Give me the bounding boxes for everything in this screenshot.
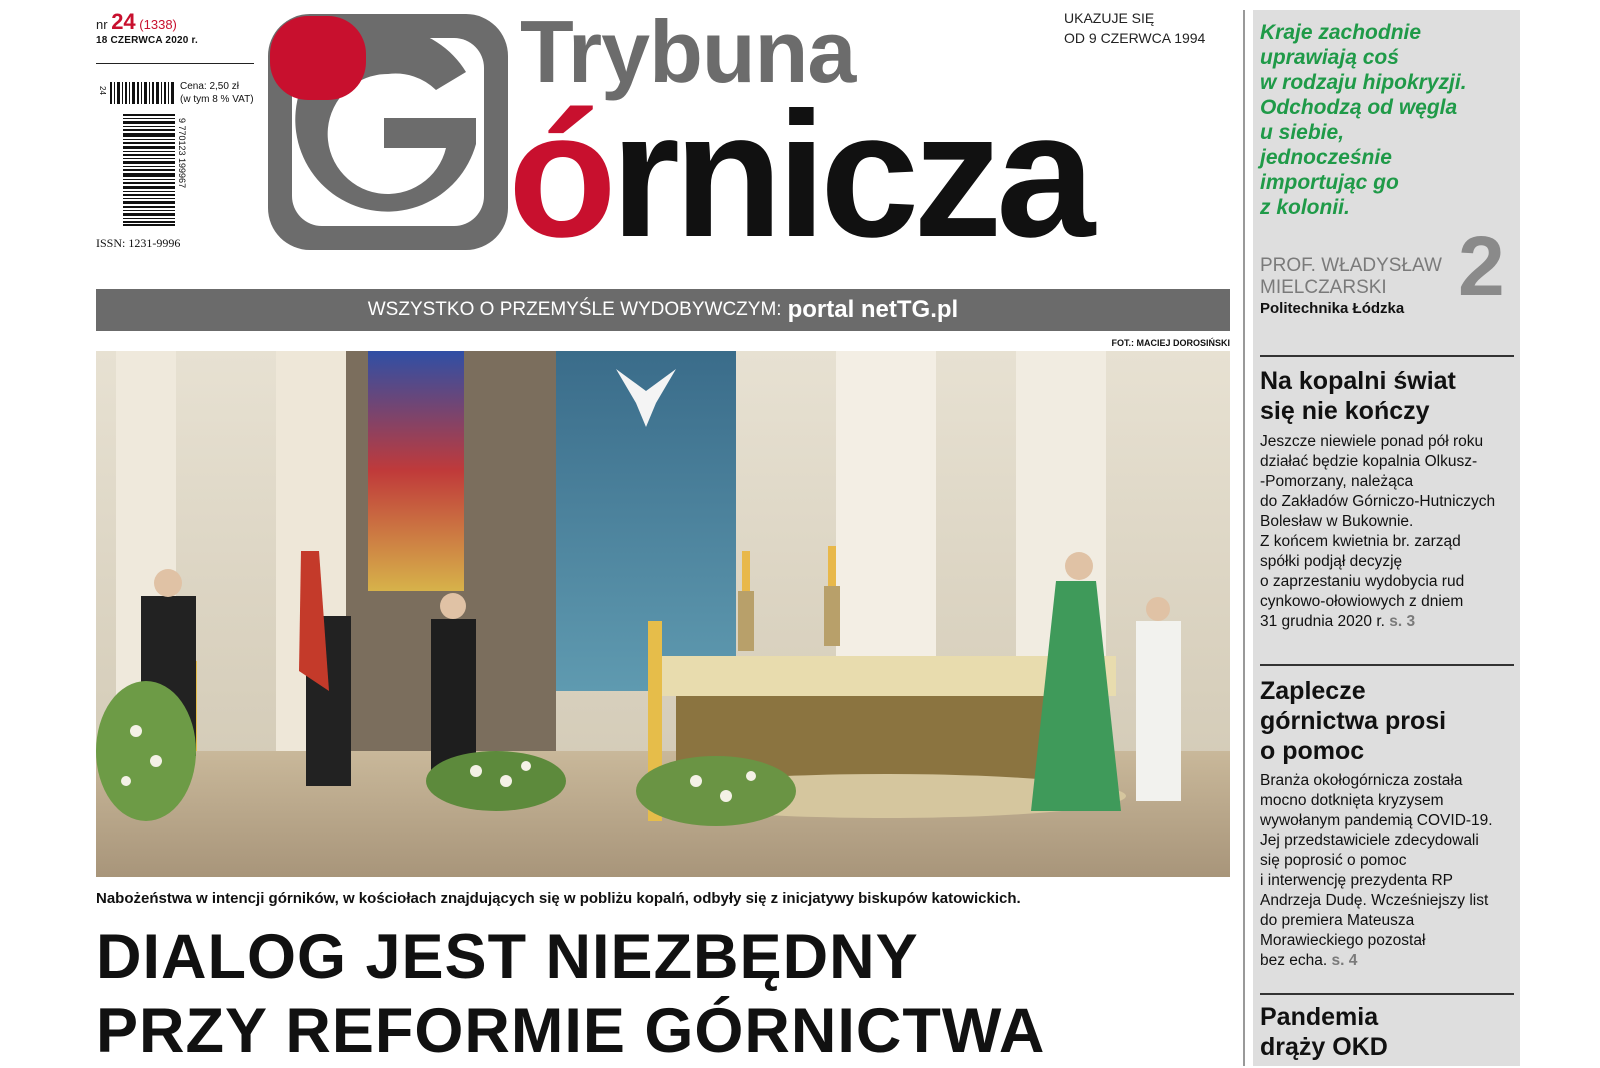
article-title-line: o pomoc: [1260, 737, 1365, 765]
price: Cena: 2,50 zł: [180, 81, 239, 92]
article-title[interactable]: [1260, 1002, 1518, 1062]
author-line1: PROF. WŁADYSŁAW: [1260, 255, 1442, 276]
issue-info: [96, 9, 256, 46]
quote-line: Odchodzą od węgla: [1260, 96, 1458, 119]
banner-text: WSZYSTKO O PRZEMYŚLE WYDOBYWCZYM:: [367, 299, 782, 320]
quote-line: u siebie,: [1260, 121, 1345, 144]
vat-note: (w tym 8 % VAT): [180, 94, 254, 105]
article-body-line: do Zakładów Górniczo-Hutniczych: [1260, 493, 1496, 510]
since-line2: OD 9 CZERWCA 1994: [1064, 30, 1206, 46]
column-separator: [1243, 10, 1245, 1066]
photo-caption: Nabożeństwa w intencji górników, w kościołach znajdujących się w pobliżu kopalń, odbyły się z inicjatywy biskupów katowickich.: [96, 890, 1021, 907]
article-page-ref[interactable]: s. 4: [1331, 952, 1358, 969]
quote-line: z kolonii.: [1260, 196, 1350, 219]
article-body: [1260, 771, 1518, 971]
barcode-small: [110, 82, 176, 104]
quote-line: uprawiają coś: [1260, 46, 1399, 69]
barcode-digits-wrap: [176, 118, 188, 222]
article-body-line: cynkowo-ołowiowych z dniem: [1260, 593, 1464, 610]
issue-number: 24: [111, 9, 136, 34]
article-title-line: się nie kończy: [1260, 397, 1430, 425]
quote-line: importując go: [1260, 171, 1399, 194]
article-page-ref[interactable]: s. 3: [1389, 613, 1416, 630]
article-body-line: Andrzeja Dudę. Wcześniejszy list: [1260, 892, 1489, 909]
cover-photo: [96, 351, 1230, 877]
quote-line: w rodzaju hipokryzji.: [1260, 71, 1467, 94]
photo-credit: FOT.: MACIEJ DOROSIŃSKI: [1111, 338, 1230, 348]
barcode-digits: 9 770123 199967: [177, 118, 187, 189]
barcode-main: [123, 114, 175, 226]
article-title-line: Na kopalni świat: [1260, 367, 1456, 395]
article-body-line: Bolesław w Bukownie.: [1260, 513, 1414, 530]
article-body-line: Morawieckiego pozostał: [1260, 932, 1426, 949]
article-title-line: drąży OKD: [1260, 1033, 1388, 1061]
main-headline[interactable]: [96, 920, 1236, 1068]
headline-line1: DIALOG JEST NIEZBĘDNY: [96, 922, 919, 992]
article-body-line: 31 grudnia 2020 r.: [1260, 613, 1385, 630]
portal-banner[interactable]: [96, 289, 1230, 331]
price-box: [180, 80, 254, 106]
article-body-line: -Pomorzany, należąca: [1260, 473, 1414, 490]
quote-line: jednocześnie: [1260, 146, 1392, 169]
author-line2: MIELCZARSKI: [1260, 277, 1387, 298]
barcode-small-digits: 24: [97, 86, 107, 95]
logo-rest: rnicza: [610, 75, 1090, 274]
article-body-line: Jeszcze niewiele ponad pół roku: [1260, 433, 1484, 450]
article-title-line: górnictwa prosi: [1260, 707, 1447, 735]
article-body-line: do premiera Mateusza: [1260, 912, 1415, 929]
article-body-line: Jej przedstawiciele zdecydowali: [1260, 832, 1479, 849]
logo-g-emblem: [268, 14, 508, 250]
article-body-line: mocno dotknięta kryzysem: [1260, 792, 1444, 809]
article-title-line: Zaplecze: [1260, 677, 1366, 705]
logo-o-accent: ó: [508, 75, 611, 274]
article-body-line: Branża okołogórnicza została: [1260, 772, 1463, 789]
sidebar-rule: [1260, 355, 1514, 357]
author-affiliation: Politechnika Łódzka: [1260, 300, 1405, 317]
article-body-line: bez echa.: [1260, 952, 1328, 969]
article-body-line: wywołanym pandemią COVID-19.: [1260, 812, 1493, 829]
portal-link[interactable]: portal netTG.pl: [787, 296, 959, 323]
article-body-line: Z końcem kwietnia br. zarząd: [1260, 533, 1461, 550]
article-body-line: się poprosić o pomoc: [1260, 852, 1407, 869]
issue-date: 18 CZERWCA 2020 r.: [96, 35, 198, 46]
since-note: [1064, 8, 1205, 48]
issue-divider: [96, 63, 254, 64]
issue-prefix: nr: [96, 17, 108, 32]
article-body-line: o zaprzestaniu wydobycia rud: [1260, 573, 1465, 590]
quote-line: Kraje zachodnie: [1260, 21, 1422, 44]
issue-number-line: [96, 9, 256, 35]
article-body: [1260, 432, 1518, 632]
article-body-line: i interwencję prezydenta RP: [1260, 872, 1453, 889]
article-title[interactable]: [1260, 366, 1518, 426]
sidebar-quote: [1260, 20, 1518, 220]
issue-total: (1338): [139, 17, 177, 32]
headline-line2: PRZY REFORMIE GÓRNICTWA: [96, 996, 1046, 1066]
quote-page-ref[interactable]: 2: [1458, 219, 1505, 313]
sidebar-rule: [1260, 993, 1514, 995]
logo-trybuna: Trybuna: [520, 2, 856, 101]
since-line1: UKAZUJE SIĘ: [1064, 10, 1155, 26]
article-title-line: Pandemia: [1260, 1003, 1379, 1031]
logo-gornicza: [508, 75, 1090, 274]
issn: ISSN: 1231-9996: [96, 236, 181, 250]
article-title[interactable]: [1260, 676, 1518, 766]
sidebar-rule: [1260, 664, 1514, 666]
article-body-line: spółki podjął decyzję: [1260, 553, 1403, 570]
article-body-line: działać będzie kopalnia Olkusz-: [1260, 453, 1478, 470]
